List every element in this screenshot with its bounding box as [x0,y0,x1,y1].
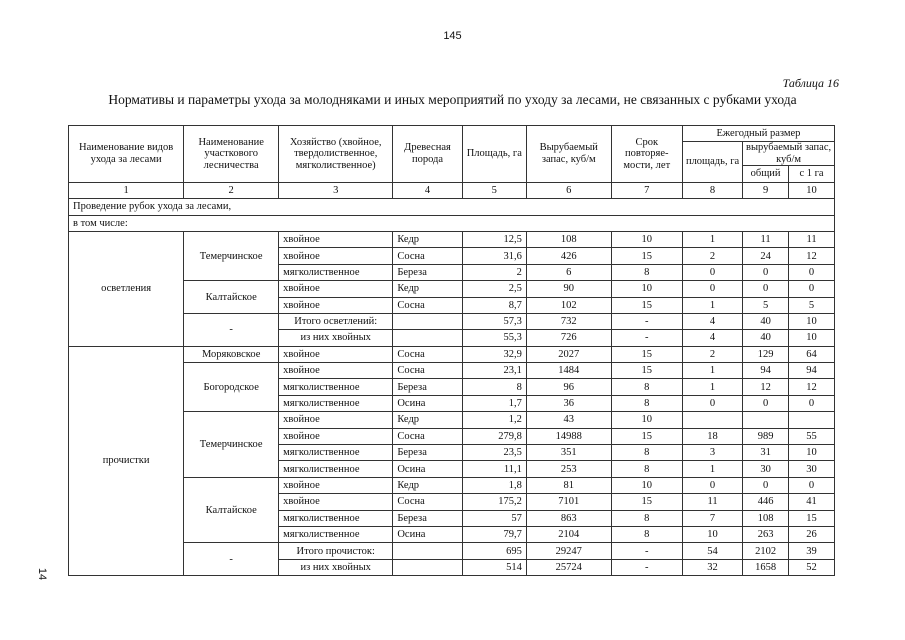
col-number: 1 [69,182,184,198]
table-cell: 0 [682,477,742,493]
table-cell: 8 [611,395,682,411]
col-number: 4 [393,182,462,198]
table-cell: мягколиственное [279,264,393,280]
table-cell: 4 [682,313,742,329]
section-row [69,215,835,231]
table-cell [789,412,835,428]
table-cell: 15 [611,346,682,362]
merged-cell: Калтайское [184,281,279,314]
table-cell: 1 [682,461,742,477]
table-cell: 0 [682,281,742,297]
table-cell: 96 [526,379,611,395]
table-cell: 10 [611,412,682,428]
column-number-row [69,182,835,198]
table-cell: 0 [743,395,789,411]
table-cell: хвойное [279,428,393,444]
table-cell: 1 [682,231,742,247]
table-cell: 55,3 [462,330,526,346]
header-cell: Наименование видов ухода за лесами [69,126,184,183]
table-cell: 18 [682,428,742,444]
merged-cell: Калтайское [184,477,279,543]
table-row [69,363,835,379]
table-row [69,477,835,493]
table-cell [393,330,462,346]
table-cell: 129 [743,346,789,362]
table-cell: 43 [526,412,611,428]
table-cell: 8 [611,526,682,542]
table-cell: 10 [682,526,742,542]
header-cell: Срок повторяе-мости, лет [611,126,682,183]
table-cell: 15 [611,494,682,510]
header-cell: Древесная порода [393,126,462,183]
table-cell: Кедр [393,281,462,297]
table-cell: 79,7 [462,526,526,542]
table-cell: хвойное [279,412,393,428]
table-cell: 32 [682,559,742,575]
table-cell: Береза [393,264,462,280]
table-cell: 23,5 [462,445,526,461]
table-cell: 989 [743,428,789,444]
table-cell: 29247 [526,543,611,559]
header-cell: Площадь, га [462,126,526,183]
table-cell: 2102 [743,543,789,559]
table-cell: 25724 [526,559,611,575]
table-cell: 1658 [743,559,789,575]
table-cell: 0 [743,281,789,297]
table-cell: мягколиственное [279,510,393,526]
header-cell: площадь, га [682,142,742,182]
table-cell: 36 [526,395,611,411]
table-cell: 12 [789,379,835,395]
table-cell: 0 [682,264,742,280]
table-cell: 5 [743,297,789,313]
table-cell: 1,2 [462,412,526,428]
table-row [69,313,835,329]
table-cell: 31 [743,445,789,461]
table-row [69,231,835,247]
table-cell: 10 [611,281,682,297]
table-cell: 253 [526,461,611,477]
table-cell: Итого прочисток: [279,543,393,559]
table-cell: 90 [526,281,611,297]
table-row [69,281,835,297]
table-cell: 1484 [526,363,611,379]
merged-cell: осветления [69,231,184,346]
col-number: 2 [184,182,279,198]
table-cell: 31,6 [462,248,526,264]
table-cell: 64 [789,346,835,362]
merged-cell: прочистки [69,346,184,575]
table-cell: Сосна [393,297,462,313]
table-cell: 57 [462,510,526,526]
table-cell: из них хвойных [279,330,393,346]
col-number: 10 [789,182,835,198]
table-cell: 12 [743,379,789,395]
table-cell: мягколиственное [279,526,393,542]
table-cell: 11 [789,231,835,247]
table-cell: 4 [682,330,742,346]
table-row [69,346,835,362]
table-cell: хвойное [279,346,393,362]
table-cell: 863 [526,510,611,526]
table-cell: 24 [743,248,789,264]
table-cell: хвойное [279,494,393,510]
table-cell: 695 [462,543,526,559]
table-cell: 7101 [526,494,611,510]
table-cell: 54 [682,543,742,559]
table-cell: 102 [526,297,611,313]
table-cell: 81 [526,477,611,493]
table-cell: 1,7 [462,395,526,411]
table-cell: 41 [789,494,835,510]
table-cell: 39 [789,543,835,559]
table-cell: 30 [743,461,789,477]
table-cell: 2 [682,346,742,362]
table-cell: 2 [682,248,742,264]
table-cell: 26 [789,526,835,542]
table-cell: мягколиственное [279,461,393,477]
table-cell: 1 [682,297,742,313]
header-cell: Наименование участкового лесничества [184,126,279,183]
table-cell: Сосна [393,494,462,510]
table-cell: 10 [789,313,835,329]
table-cell: хвойное [279,297,393,313]
section-label: в том числе: [69,215,835,231]
table-cell: 15 [611,297,682,313]
merged-cell: Темерчинское [184,412,279,478]
col-number: 7 [611,182,682,198]
table-cell: 15 [789,510,835,526]
table-cell: мягколиственное [279,395,393,411]
table-cell: 108 [743,510,789,526]
table-cell: 30 [789,461,835,477]
table-cell: 0 [743,264,789,280]
table-cell: 14988 [526,428,611,444]
table-cell: 0 [682,395,742,411]
table-cell: 8 [611,445,682,461]
table-cell: 726 [526,330,611,346]
table-cell: 279,8 [462,428,526,444]
table-cell: Сосна [393,428,462,444]
section-row [69,199,835,215]
table-row [69,412,835,428]
col-number: 8 [682,182,742,198]
table-cell: Осина [393,526,462,542]
header-cell: Хозяйство (хвойное, твердолиственное, мягколиственное) [279,126,393,183]
page-title: Нормативы и параметры ухода за молодняками и иных мероприятий по уходу за лесами, не связанных с рубками ухода [108,92,797,107]
merged-cell: - [184,543,279,576]
table-cell: 23,1 [462,363,526,379]
table-cell: 2,5 [462,281,526,297]
table-cell: 2 [462,264,526,280]
table-cell: 40 [743,330,789,346]
table-cell: 11 [682,494,742,510]
table-cell: 8 [611,510,682,526]
table-cell: 2027 [526,346,611,362]
table-cell: хвойное [279,281,393,297]
table-cell: 8,7 [462,297,526,313]
table-label: Таблица 16 [782,76,839,90]
table-cell: хвойное [279,231,393,247]
table-cell: 1 [682,379,742,395]
table-cell: 12 [789,248,835,264]
table-cell: 15 [611,428,682,444]
table-cell: 11 [743,231,789,247]
table-cell: 5 [789,297,835,313]
table-cell: 0 [789,281,835,297]
table-cell: мягколиственное [279,379,393,395]
table-cell: 1,8 [462,477,526,493]
table-cell: 0 [743,477,789,493]
table-cell: 94 [743,363,789,379]
header-cell: с 1 га [789,166,835,182]
section-label: Проведение рубок ухода за лесами, [69,199,835,215]
table-cell: Береза [393,379,462,395]
table-cell: 52 [789,559,835,575]
table-cell: 8 [611,264,682,280]
merged-cell: Богородское [184,363,279,412]
header-row [69,126,835,142]
table-cell: Береза [393,445,462,461]
table-cell: Осина [393,461,462,477]
side-page-number: 14 [36,567,49,581]
merged-cell: Моряковское [184,346,279,362]
merged-cell: Темерчинское [184,231,279,280]
table-cell: 10 [789,445,835,461]
table-cell: Осина [393,395,462,411]
table-cell: 514 [462,559,526,575]
table-cell: Сосна [393,248,462,264]
table-cell [743,412,789,428]
header-cell: Вырубаемый запас, куб/м [526,126,611,183]
table-cell: 3 [682,445,742,461]
col-number: 6 [526,182,611,198]
table-cell: 1 [682,363,742,379]
table-cell: 263 [743,526,789,542]
table-cell [682,412,742,428]
table-cell: 32,9 [462,346,526,362]
header-cell: общий [743,166,789,182]
table-cell: 0 [789,264,835,280]
table-cell: Береза [393,510,462,526]
table-cell: Итого осветлений: [279,313,393,329]
table-cell: 732 [526,313,611,329]
table-cell: 0 [789,477,835,493]
table-cell: хвойное [279,248,393,264]
table-cell: 2104 [526,526,611,542]
table-row [69,543,835,559]
table-cell: хвойное [279,477,393,493]
table-cell [393,559,462,575]
table-cell: Кедр [393,477,462,493]
table-cell: 8 [462,379,526,395]
table-cell: Сосна [393,346,462,362]
table-cell: 7 [682,510,742,526]
table-cell: из них хвойных [279,559,393,575]
table-cell [393,543,462,559]
table-cell: 426 [526,248,611,264]
table-cell: 55 [789,428,835,444]
merged-cell: - [184,313,279,346]
table-cell: 11,1 [462,461,526,477]
table-cell: 8 [611,461,682,477]
table-cell: 10 [611,231,682,247]
table-cell: - [611,330,682,346]
table-cell: мягколиственное [279,445,393,461]
table-cell: - [611,559,682,575]
table-cell: 175,2 [462,494,526,510]
table-cell: 108 [526,231,611,247]
header-cell: вырубаемый запас, куб/м [743,142,835,166]
table-cell: 10 [789,330,835,346]
table-cell: хвойное [279,363,393,379]
data-table [68,125,835,576]
table-cell: 351 [526,445,611,461]
table-cell: 446 [743,494,789,510]
table-cell: 15 [611,363,682,379]
col-number: 3 [279,182,393,198]
table-cell: 12,5 [462,231,526,247]
table-cell: 6 [526,264,611,280]
table-cell: Кедр [393,412,462,428]
table-cell: 94 [789,363,835,379]
page-number: 145 [443,30,462,42]
table-cell [393,313,462,329]
table-cell: 0 [789,395,835,411]
table-cell: 57,3 [462,313,526,329]
header-cell: Ежегодный размер [682,126,834,142]
table-cell: Кедр [393,231,462,247]
table-cell: 10 [611,477,682,493]
col-number: 5 [462,182,526,198]
table-cell: Сосна [393,363,462,379]
table-cell: 15 [611,248,682,264]
table-cell: 40 [743,313,789,329]
table-cell: 8 [611,379,682,395]
table-cell: - [611,543,682,559]
table-cell: - [611,313,682,329]
col-number: 9 [743,182,789,198]
